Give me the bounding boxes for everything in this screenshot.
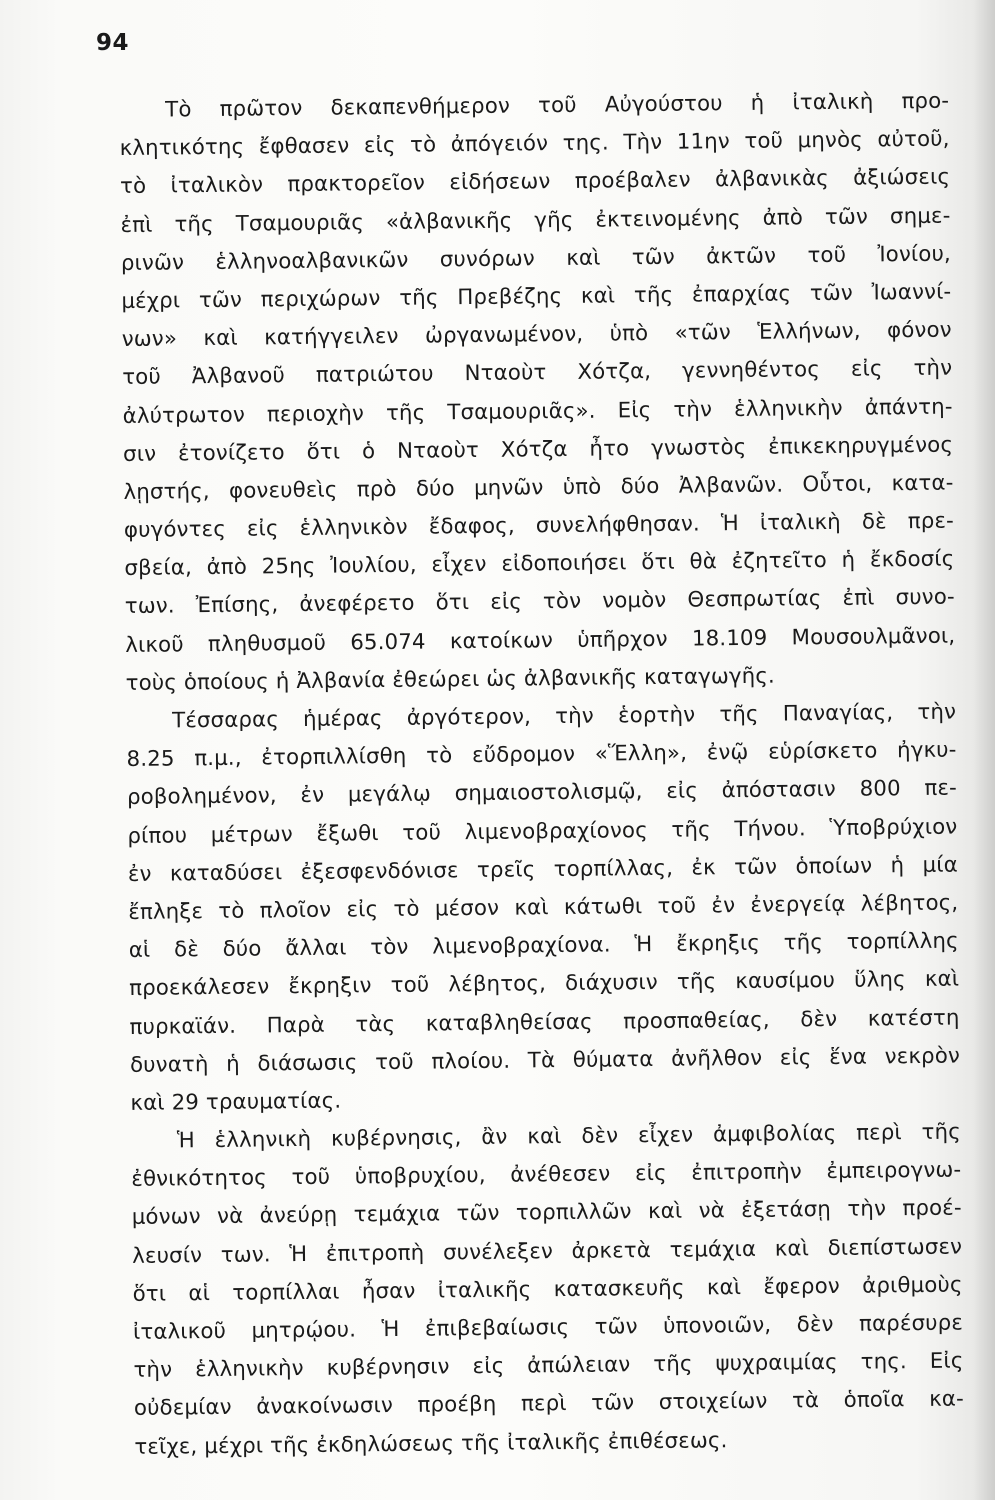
text-line: ὅτι αἱ τορπίλλαι ἦσαν ἰταλικῆς κατασκευῆς καὶ ἔφερον ἀριθμοὺς — [132, 1272, 963, 1307]
text-line: οὐδεμίαν ἀνακοίνωσιν προέβη περὶ τῶν στοιχείων τὰ ὁποῖα κα- — [133, 1386, 965, 1422]
text-line: σιν ἐτονίζετο ὅτι ὁ Νταοὺτ Χότζα ἦτο γνωστὸς ἐπικεκηρυγμένος — [122, 432, 954, 467]
text-line: αἱ δὲ δύο ἄλλαι τὸν λιμενοβραχίονα. Ἡ ἔκρηξις τῆς τορπίλλης — [128, 928, 959, 964]
text-line: πυρκαϊάν. Παρὰ τὰς καταβληθείσας προσπαθείας, δὲν κατέστη — [129, 1005, 960, 1040]
text-line: ἔπληξε τὸ πλοῖον εἰς τὸ μέσον καὶ κάτωθι τοῦ ἐν ἐνεργείᾳ λέβητος, — [128, 890, 959, 925]
text-line: ἐθνικότητος τοῦ ὑποβρυχίου, ἀνέθεσεν εἰς ἐπιτροπὴν ἐμπειρογνω- — [131, 1157, 962, 1193]
text-line: προεκάλεσεν ἔκρηξιν τοῦ λέβητος, διάχυσιν τῆς καυσίμου ὕλης καὶ — [129, 966, 960, 1002]
text-line: κλητικότης ἔφθασεν εἰς τὸ ἀπόγειόν της. Τὴν 11ην τοῦ μηνὸς αὐτοῦ, — [119, 126, 950, 162]
text-line: των. Ἐπίσης, ἀνεφέρετο ὅτι εἰς τὸν νομὸν Θεσπρωτίας ἐπὶ συνο- — [124, 584, 955, 620]
text-line: λευσίν των. Ἡ ἐπιτροπὴ συνέλεξεν ἀρκετὰ τεμάχια καὶ διεπίστωσεν — [132, 1234, 963, 1269]
text-line: 8.25 π.μ., ἐτορπιλλίσθη τὸ εὔδρομον «Ἕλλη», ἐνῷ εὑρίσκετο ἠγκυ- — [126, 737, 957, 773]
body-text — [119, 83, 965, 1467]
page-number: 94 — [96, 30, 130, 56]
text-line: καὶ 29 τραυματίας. — [130, 1088, 342, 1116]
text-line: Τὸ πρῶτον δεκαπενθήμερον τοῦ Αὐγούστου ἡ ἰταλικὴ προ- — [165, 88, 950, 123]
text-line: τεῖχε, μέχρι τῆς ἐκδηλώσεως τῆς ἰταλικῆς ἐπιθέσεως. — [134, 1427, 728, 1460]
text-line: ἐν καταδύσει ἐξεσφενδόνισε τρεῖς τορπίλλας, ἐκ τῶν ὁποίων ἡ μία — [127, 852, 958, 887]
text-line: δυνατὴ ἡ διάσωσις τοῦ πλοίου. Τὰ θύματα ἀνῆλθον εἰς ἕνα νεκρὸν — [129, 1043, 961, 1078]
text-line: ρίπου μέτρων ἔξωθι τοῦ λιμενοβραχίονος τῆς Τήνου. Ὑποβρύχιον — [127, 814, 958, 849]
text-line: ἐπὶ τῆς Τσαμουριᾶς «ἀλβανικῆς γῆς ἐκτεινομένης ἀπὸ τῶν σημε- — [120, 203, 951, 238]
text-line: μέχρι τῶν περιχώρων τῆς Πρεβέζης καὶ τῆς ἐπαρχίας τῶν Ἰωαννί- — [121, 279, 952, 314]
paragraphs — [119, 83, 965, 1467]
text-line: σβεία, ἀπὸ 25ης Ἰουλίου, εἶχεν εἰδοποιήσει ὅτι θὰ ἐζητεῖτο ἡ ἔκδοσίς — [124, 546, 955, 582]
text-line: ρινῶν ἑλληνοαλβανικῶν συνόρων καὶ τῶν ἀκτῶν τοῦ Ἰονίου, — [120, 241, 952, 276]
text-line: τοῦ Ἀλβανοῦ πατριώτου Νταοὺτ Χότζα, γεννηθέντος εἰς τὴν — [122, 355, 953, 391]
text-line: ροβολημένον, ἐν μεγάλῳ σημαιοστολισμῷ, εἰς ἀπόστασιν 800 πε- — [126, 775, 958, 811]
text-line: τὴν ἑλληνικὴν κυβέρνησιν εἰς ἀπώλειαν τῆς ψυχραιμίας της. Εἰς — [133, 1348, 964, 1384]
text-line: μόνων νὰ ἀνεύρῃ τεμάχια τῶν τορπιλλῶν καὶ νὰ ἐξετάσῃ τὴν προέ- — [131, 1195, 962, 1231]
text-line: τοὺς ὁποίους ἡ Ἀλβανία ἐθεώρει ὡς ἀλβανικῆς καταγωγῆς. — [125, 663, 775, 696]
text-line: φυγόντες εἰς ἑλληνικὸν ἔδαφος, συνελήφθησαν. Ἡ ἰταλικὴ δὲ πρε- — [123, 508, 955, 544]
text-line: Ἡ ἑλληνικὴ κυβέρνησις, ἂν καὶ δὲν εἶχεν ἀμφιβολίας περὶ τῆς — [176, 1119, 961, 1154]
paragraph — [119, 83, 956, 703]
text-line: ἀλύτρωτον περιοχὴν τῆς Τσαμουριᾶς». Εἰς τὴν ἑλληνικὴν ἀπάντη- — [122, 394, 953, 429]
text-line: ἰταλικοῦ μητρῴου. Ἡ ἐπιβεβαίωσις τῶν ὑπονοιῶν, δὲν παρέσυρε — [132, 1310, 964, 1345]
text-line: Τέσσαρας ἡμέρας ἀργότερον, τὴν ἑορτὴν τῆς Παναγίας, τὴν — [171, 699, 957, 734]
text-line: νων» καὶ κατήγγειλεν ὠργανωμένον, ὑπὸ «τῶν Ἑλλήνων, φόνον — [121, 317, 952, 353]
text-line: τὸ ἰταλικὸν πρακτορεῖον εἰδήσεων προέβαλεν ἀλβανικὰς ἀξιώσεις — [119, 164, 951, 200]
paragraph — [126, 694, 961, 1123]
text-line: λῃστής, φονευθεὶς πρὸ δύο μηνῶν ὑπὸ δύο Ἀλβανῶν. Οὗτοι, κατα- — [123, 470, 954, 505]
paragraph — [131, 1114, 965, 1467]
text-line: λικοῦ πληθυσμοῦ 65.074 κατοίκων ὑπῆρχον 18.109 Μουσουλμᾶνοι, — [125, 623, 956, 658]
page-edge-shadow — [973, 0, 995, 1500]
